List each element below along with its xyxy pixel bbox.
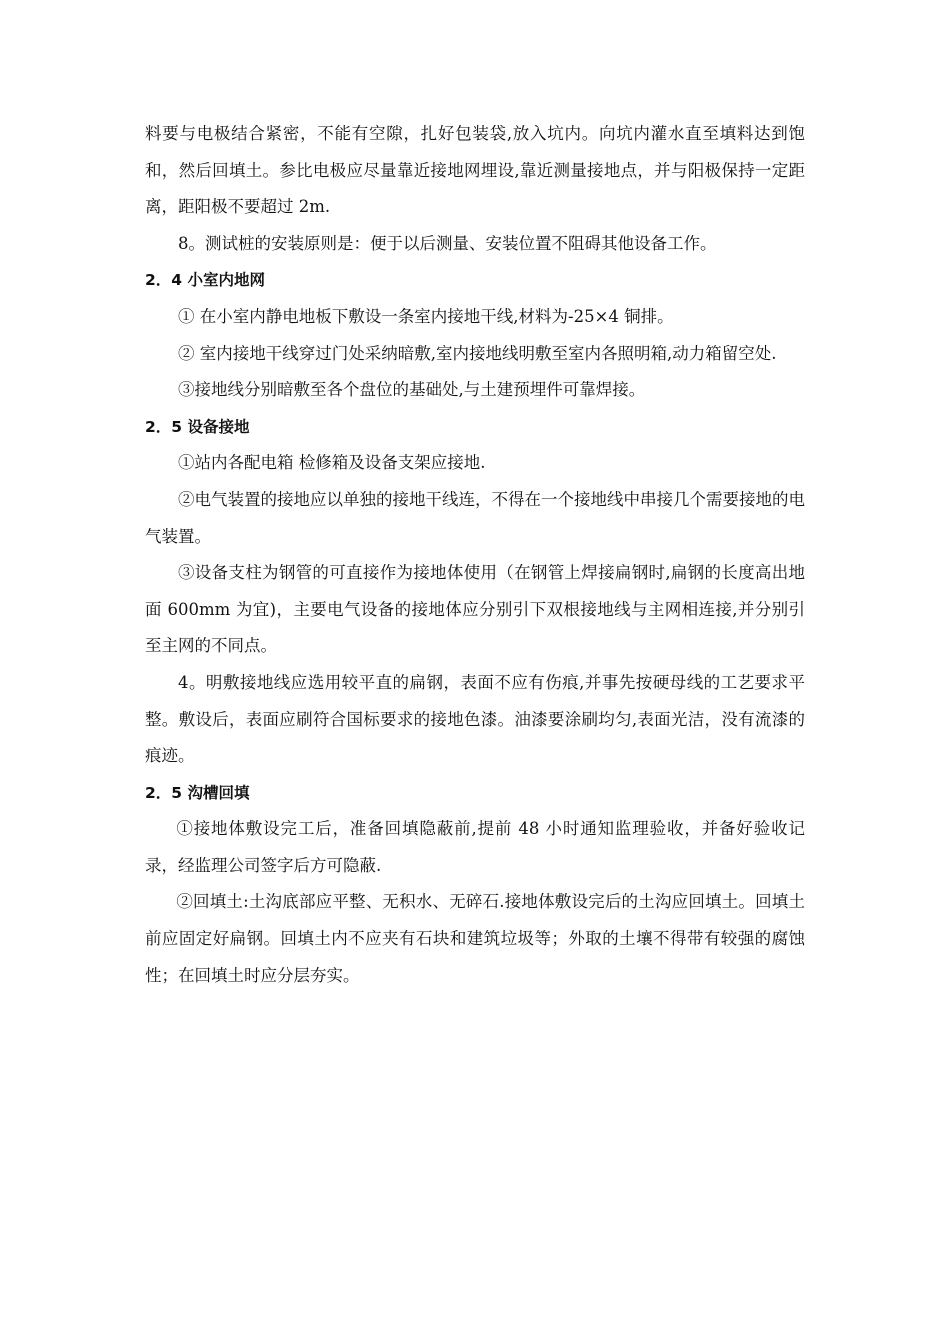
document-body <box>145 116 805 994</box>
section-heading-trench-backfill: 2．5 沟槽回填 <box>145 783 250 802</box>
list-item: ②电气装置的接地应以单独的接地干线连，不得在一个接地线中串接几个需要接地的电气装置。 <box>145 489 805 546</box>
list-item: ①接地体敷设完工后，准备回填隐蔽前,提前 48 小时通知监理验收，并备好验收记录，经监理公司签字后方可隐蔽. <box>145 819 805 875</box>
list-item: ③设备支柱为钢管的可直接作为接地体使用（在钢管上焊接扁钢时,扁钢的长度高出地面 600mm 为宜)，主要电气设备的接地体应分别引下双根接地线与主网相连接,并分别引至主网的不同点。 <box>145 563 805 656</box>
section-heading-equipment-grounding: 2．5 设备接地 <box>145 417 250 436</box>
paragraph-continuation: 料要与电极结合紧密，不能有空隙，扎好包装袋,放入坑内。向坑内灌水直至填料达到饱和，然后回填土。参比电极应尽量靠近接地网埋设,靠近测量接地点，并与阳极保持一定距离，距阳极不要超过 2m. <box>145 124 805 217</box>
list-item: ② 室内接地干线穿过门处采纳暗敷,室内接地线明敷至室内各照明箱,动力箱留空处. <box>178 343 777 363</box>
list-item: ① 在小室内静电地板下敷设一条室内接地干线,材料为-25×4 铜排。 <box>178 306 674 326</box>
list-item: ①站内各配电箱 检修箱及设备支架应接地. <box>178 453 486 473</box>
list-item: ②回填土:土沟底部应平整、无积水、无碎石.接地体敷设完后的土沟应回填土。回填土前应固定好扁钢。回填土内不应夹有石块和建筑垃圾等；外取的土壤不得带有较强的腐蚀性；在回填土时应分层夯实。 <box>145 892 805 985</box>
list-item: ③接地线分别暗敷至各个盘位的基础处,与土建预埋件可靠焊接。 <box>178 380 646 400</box>
list-item: 4。明敷接地线应选用较平直的扁钢，表面不应有伤痕,并事先按硬母线的工艺要求平整。敷设后，表面应刷符合国标要求的接地色漆。油漆要涂刷均匀,表面光洁，没有流漆的痕迹。 <box>145 672 805 766</box>
section-heading-indoor-grid: 2．4 小室内地网 <box>145 271 265 290</box>
paragraph-test-pile: 8。测试桩的安装原则是：便于以后测量、安装位置不阻碍其他设备工作。 <box>178 233 717 253</box>
